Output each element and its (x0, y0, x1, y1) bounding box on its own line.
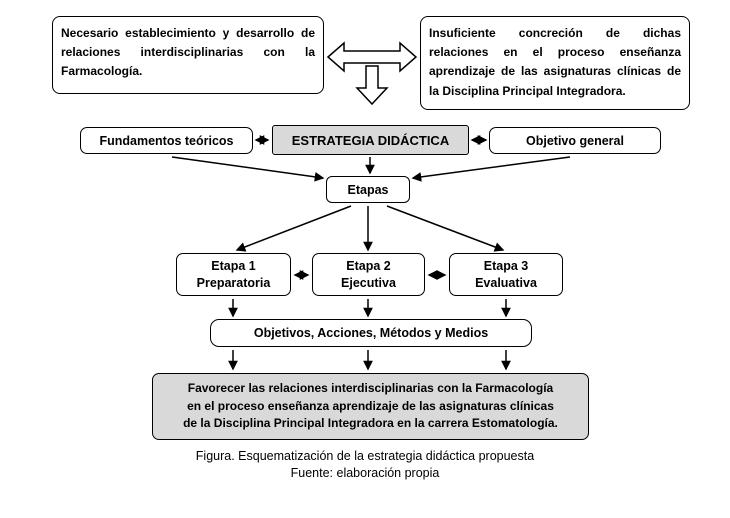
box-objetivos-acciones: Objetivos, Acciones, Métodos y Medios (210, 319, 532, 347)
etapa-1-subtitle: Preparatoria (196, 275, 271, 290)
resultado-line-3: de la Disciplina Principal Integradora en la carrera Estomatología. (183, 416, 558, 431)
box-resultado (152, 373, 589, 440)
box-etapas: Etapas (326, 176, 410, 203)
figure-caption: Figura. Esquematización de la estrategia didáctica propuesta (195, 449, 535, 463)
figure-source: Fuente: elaboración propia (290, 466, 440, 480)
box-estrategia-didactica: ESTRATEGIA DIDÁCTICA (272, 125, 469, 155)
arrow-etapas-etapa1 (237, 206, 351, 250)
etapa-3-text (475, 258, 537, 292)
etapa-1-text (197, 258, 271, 292)
arrow-fundamentos-etapas (172, 157, 323, 178)
etapa-3-subtitle: Evaluativa (475, 275, 537, 290)
box-fundamentos-teoricos: Fundamentos teóricos (80, 127, 253, 154)
box-etapa-1 (176, 253, 291, 296)
box-objetivo-general: Objetivo general (489, 127, 661, 154)
box-necesidad: Necesario establecimiento y desarrollo de relaciones interdisciplinarias con la Farmacología. (52, 16, 324, 94)
resultado-line-1: Favorecer las relaciones interdisciplinarias con la Farmacología (187, 381, 554, 396)
etapa-2-title: Etapa 2 (346, 258, 391, 273)
box-insuficiencia: Insuficiente concreción de dichas relaciones en el proceso enseñanza aprendizaje de las asignaturas clínicas de la Disciplina Principal Integradora. (420, 16, 690, 110)
box-etapa-3 (449, 253, 563, 296)
resultado-text (183, 380, 558, 432)
box-etapa-2 (312, 253, 425, 296)
etapa-1-title: Etapa 1 (211, 258, 256, 273)
arrow-objetivo-etapas (413, 157, 570, 178)
etapa-2-text (341, 258, 396, 292)
down-block-arrow-icon (357, 66, 387, 104)
etapa-2-subtitle: Ejecutiva (341, 275, 396, 290)
etapa-3-title: Etapa 3 (483, 258, 529, 273)
arrow-etapas-etapa3 (387, 206, 503, 250)
resultado-line-2: en el proceso enseñanza aprendizaje de las asignaturas clínicas (187, 398, 554, 413)
